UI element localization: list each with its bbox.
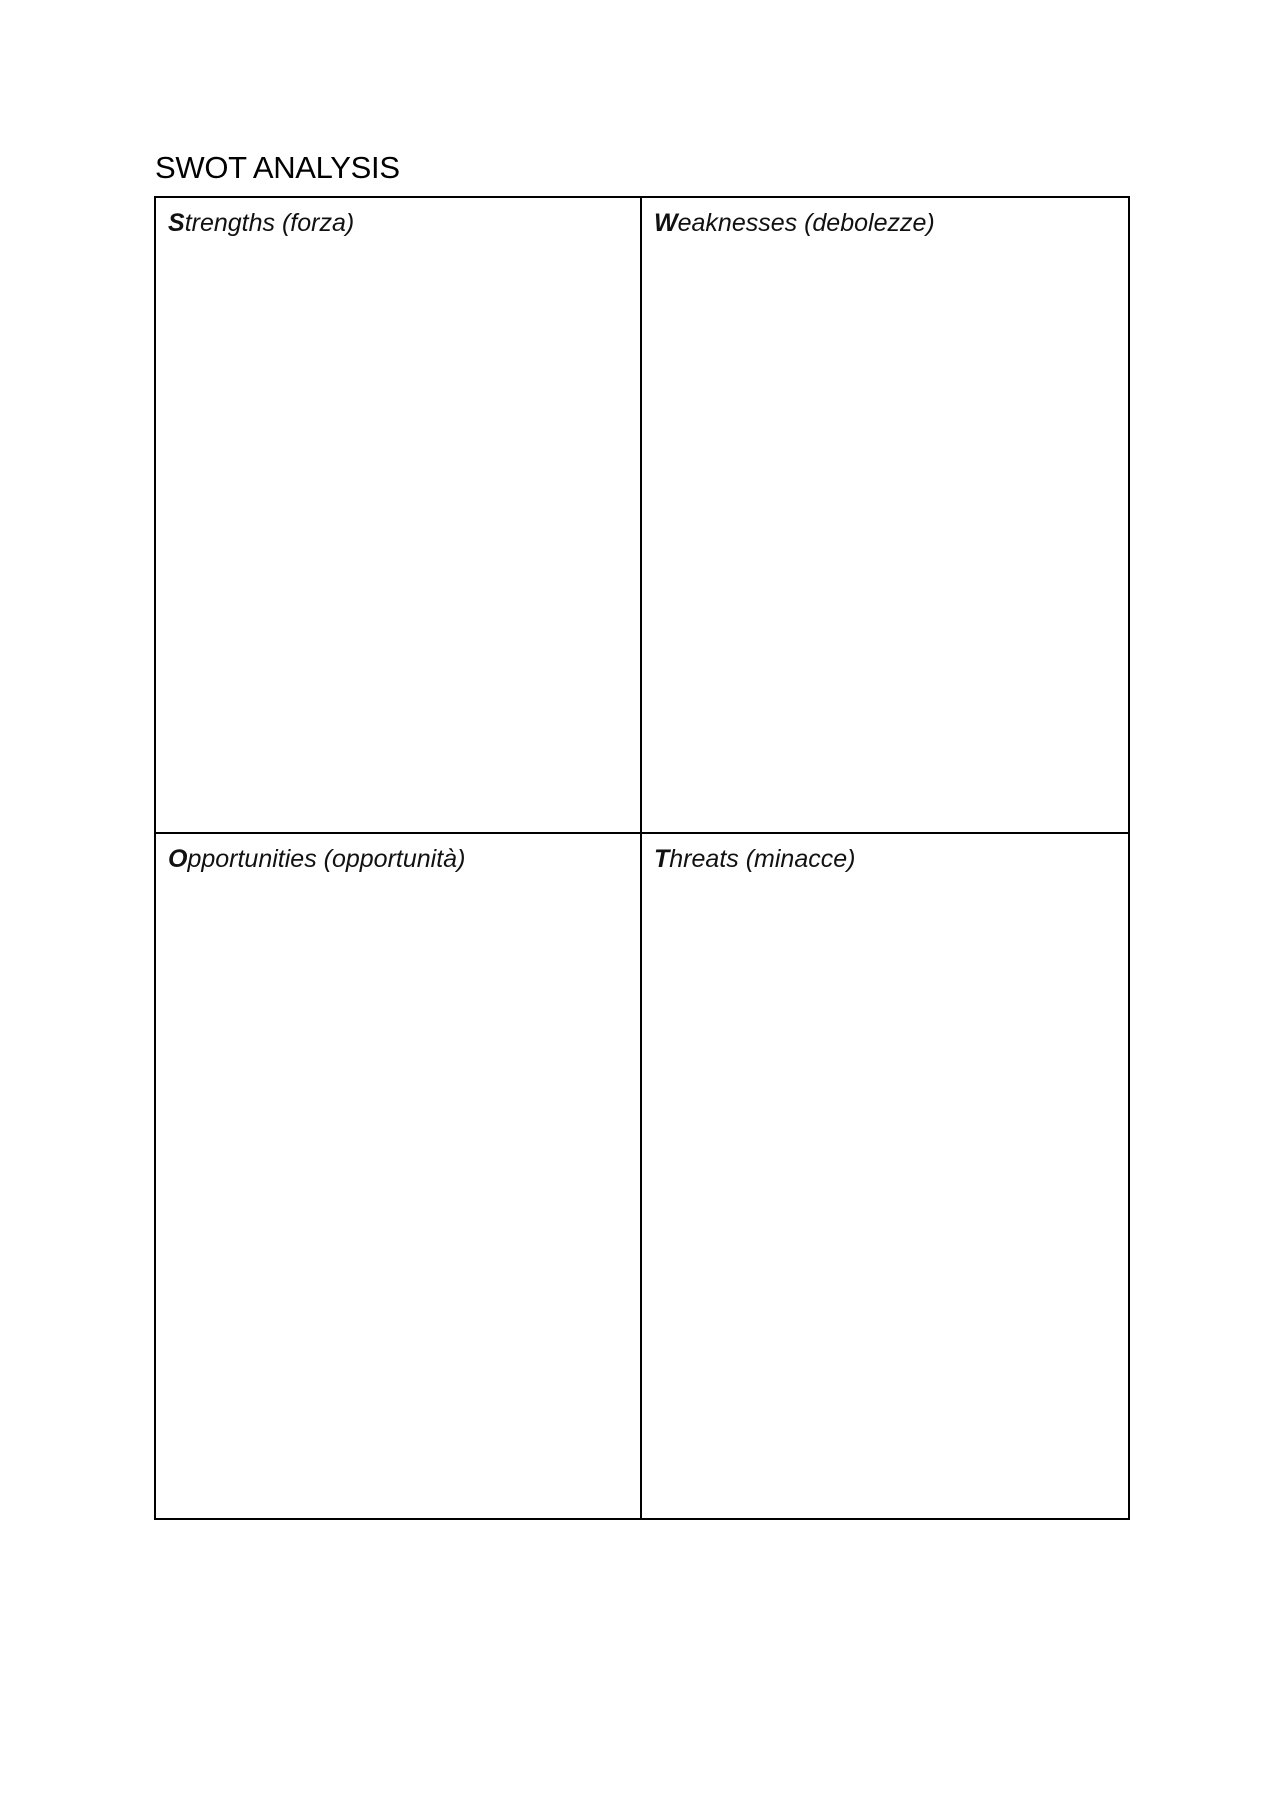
weaknesses-quadrant[interactable] — [642, 198, 1128, 834]
threats-label — [654, 845, 855, 873]
page-title: SWOT ANALYSIS — [155, 150, 400, 185]
opportunities-quadrant[interactable] — [156, 834, 642, 1518]
strengths-quadrant[interactable] — [156, 198, 642, 834]
threats-initial: T — [654, 845, 670, 873]
threats-label-text: hreats (minacce) — [669, 845, 856, 873]
weaknesses-label — [654, 209, 935, 237]
weaknesses-initial: W — [654, 209, 678, 237]
opportunities-label — [168, 845, 465, 873]
opportunities-initial: O — [168, 845, 188, 873]
strengths-initial: S — [168, 209, 185, 237]
strengths-label — [168, 209, 354, 237]
weaknesses-label-text: eaknesses (debolezze) — [677, 209, 935, 237]
opportunities-label-text: pportunities (opportunità) — [187, 845, 466, 873]
threats-quadrant[interactable] — [642, 834, 1128, 1518]
strengths-label-text: trengths (forza) — [184, 209, 355, 237]
swot-grid — [154, 196, 1130, 1520]
